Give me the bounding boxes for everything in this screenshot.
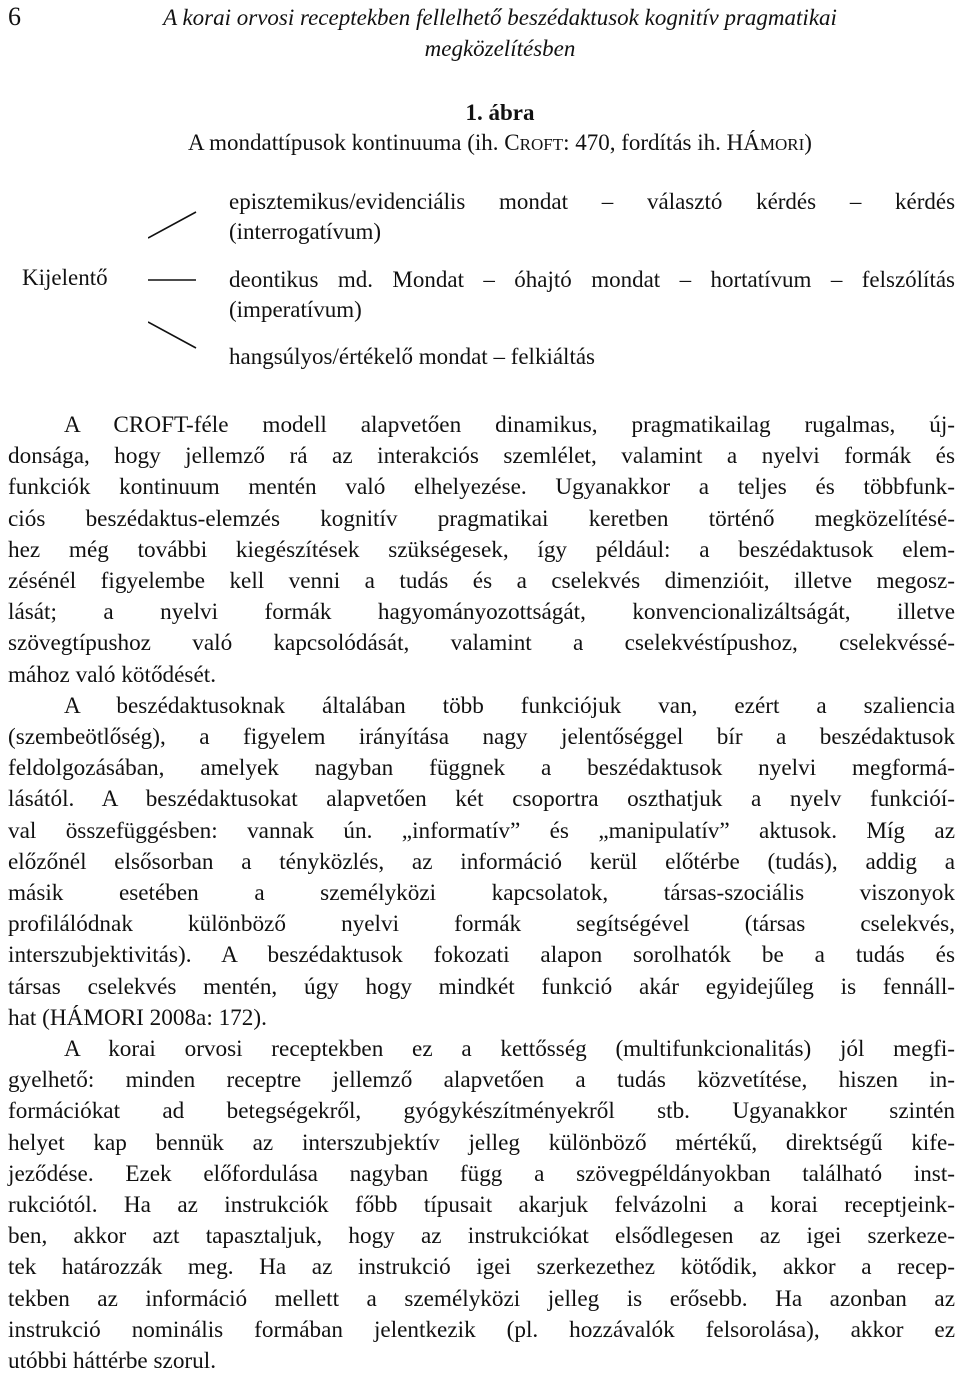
- text-line: mához való kötődését.: [8, 661, 216, 688]
- text-line: A beszédaktusoknak általában több funkciójuk van, ezért a szaliencia: [64, 692, 955, 719]
- text-line: tekben az információ mellett a személyközi jelleg is erősebb. Ha azonban az: [8, 1285, 955, 1312]
- branch-epistemic-line-2: (interrogatívum): [229, 219, 382, 244]
- paragraph-2: [8, 691, 955, 1034]
- text-line: helyet kap bennük az interszubjektív jelleg különböző mértékű, direktségű kife-: [8, 1129, 955, 1156]
- branch-connectors: [148, 210, 208, 350]
- text-line: interszubjektivitás). A beszédaktusok fokozati alapon sorolhatók be a tudás és: [8, 942, 955, 969]
- text-line: val összefüggésben: vannak ún. „informatív” és „manipulatív” aktusok. Míg az: [8, 817, 955, 844]
- text-line: A CROFT-féle modell alapvetően dinamikus, pragmatikailag rugalmas, új-: [64, 412, 955, 438]
- paragraph-3: [8, 1034, 955, 1377]
- branch-deontic-line-2: (imperatívum): [229, 297, 362, 322]
- body-text: [8, 410, 955, 1377]
- text-line: feldolgozásában, amelyek nagyban függnek a beszédaktusok nyelvi megformá-: [8, 755, 955, 782]
- branch-epistemic: [229, 187, 955, 247]
- branch-line-upper: [148, 212, 196, 238]
- text-line: donsága, hogy jellemző rá az interakciós szemlélet, valamint a nyelvi formák és: [8, 443, 955, 470]
- text-line: profilálódnak különböző nyelvi formák segítségével (társas cselekvés,: [8, 911, 955, 938]
- text-line: utóbbi háttérbe szorul.: [8, 1348, 216, 1375]
- text-line: ciós beszédaktus-elemzés kognitív pragmatikai keretben történő megközelítésé-: [8, 505, 955, 532]
- text-line: lásától. A beszédaktusokat alapvetően két csoportra oszthatjuk a nyelv funkcióí-: [8, 786, 955, 813]
- diagram-root-label: Kijelentő: [22, 265, 108, 290]
- branch-deontic: [229, 265, 955, 325]
- figure-number: 1. ábra: [465, 100, 535, 125]
- running-header-line-1: A korai orvosi receptekben fellelhető beszédaktusok kognitív pragmatikai: [163, 5, 837, 30]
- text-line: A korai orvosi receptekben ez a kettősség (multifunkcionalitás) jól megfi-: [64, 1036, 955, 1063]
- text-line: lását; a nyelvi formák hagyományozottságát, konvencionalizáltságát, illetve: [8, 599, 955, 626]
- branch-exclamative: hangsúlyos/értékelő mondat – felkiáltás: [229, 344, 595, 369]
- text-line: formációkat ad betegségekről, gyógykészítményekről stb. Ugyanakkor szintén: [8, 1098, 955, 1125]
- text-line: társas cselekvés mentén, úgy hogy mindkét funkció akár egyidejűleg is fennáll-: [8, 973, 955, 1000]
- text-line: funkciók kontinuum mentén való elhelyezése. Ugyanakkor a teljes és többfunk-: [8, 474, 955, 501]
- running-header: [70, 2, 930, 64]
- text-line: előzőnél elsősorban a tényközlés, az információ kerül előtérbe (tudás), addig a: [8, 848, 955, 875]
- paragraph-1: [8, 410, 955, 691]
- text-line: ben, akkor azt tapasztaljuk, hogy az instrukciókat elsődlegesen az igei szerkeze-: [8, 1223, 955, 1250]
- running-header-line-2: megközelítésben: [424, 36, 576, 61]
- text-line: gyelhető: minden receptre jellemző alapvetően a tudás közvetítése, hiszen in-: [8, 1067, 955, 1094]
- text-line: hez még további kiegészítések szükségesek, így például: a beszédaktusok elem-: [8, 536, 955, 563]
- text-line: szövegtípushoz való kapcsolódását, valamint a cselekvéstípushoz, cselekvéssé-: [8, 630, 955, 657]
- sentence-type-diagram: [0, 180, 960, 380]
- text-line: rukciótól. Ha az instrukciók főbb típusait akarjuk felvázolni a korai receptjeink-: [8, 1192, 955, 1219]
- text-line: hat (HÁMORI 2008a: 172).: [8, 1004, 267, 1031]
- branch-epistemic-line-1: episztemikus/evidenciális mondat – választó kérdés – kérdés: [229, 189, 956, 214]
- text-line: (szembeötlőség), a figyelem irányítása nagy jelentőséggel bír a beszédaktusok: [8, 724, 955, 751]
- text-line: másik esetében a személyközi kapcsolatok, társas-szociális viszonyok: [8, 880, 955, 907]
- text-line: jeződése. Ezek előfordulása nagyban függ a szövegpéldányokban található inst-: [8, 1160, 955, 1187]
- figure-title: [70, 98, 930, 160]
- text-line: tek határozzák meg. Ha az instrukció igei szerkezethez kötődik, akkor a recep-: [8, 1254, 955, 1281]
- page-number: 6: [8, 2, 21, 31]
- text-line: zésénél figyelembe kell venni a tudás és a cselekvés dimenzióit, illetve megosz-: [8, 568, 955, 595]
- figure-caption: A mondattípusok kontinuuma (ih. CROFT: 470, fordítás ih. HÁMORI): [188, 130, 812, 155]
- text-line: instrukció nominális formában jelentkezik (pl. hozzávalók felsorolása), akkor ez: [8, 1316, 955, 1343]
- branch-deontic-line-1: deontikus md. Mondat – óhajtó mondat – hortatívum – felszólítás: [229, 267, 955, 292]
- branch-line-lower: [148, 322, 196, 348]
